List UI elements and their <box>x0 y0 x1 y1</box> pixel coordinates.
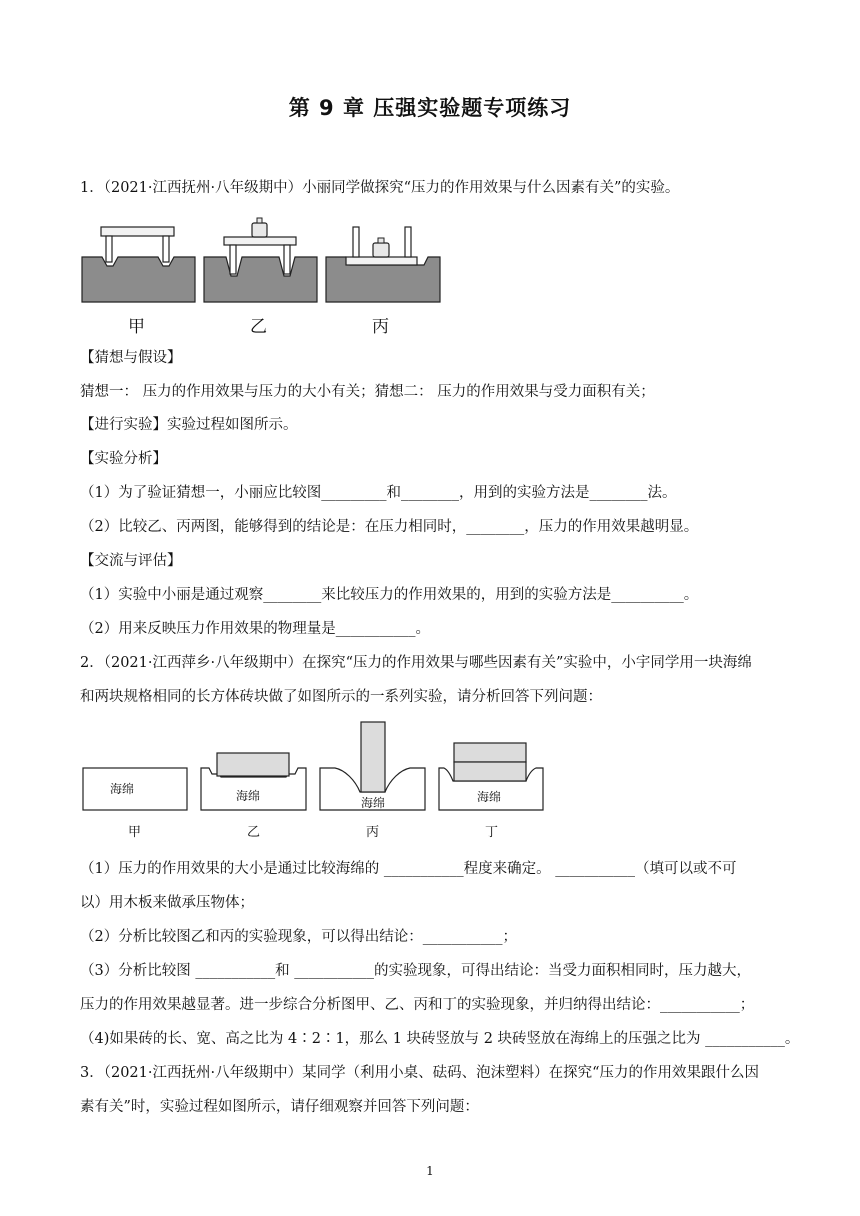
q2-stem-2: 和两块规格相同的长方体砖块做了如图所示的一系列实验，请分析回答下列问题： <box>80 689 602 705</box>
q1-experiment: 【进行实验】实验过程如图所示。 <box>80 417 298 433</box>
q1-label-yi: 乙 <box>250 317 267 337</box>
q2-part-4: （4)如果砖的长、宽、高之比为 4∶2∶1，那么 1 块砖竖放与 2 块砖竖放在海绵上的压强之比为 ___________。 <box>80 1031 800 1047</box>
q2-label-yi: 乙 <box>247 825 261 840</box>
q2-sponge-label-jia: 海绵 <box>110 782 135 796</box>
q2-part-3a: （3）分析比较图 ___________和 ___________的实验现象，可得出结论：当受力面积相同时，压力越大， <box>80 963 751 979</box>
q3-stem-2: 素有关”时，实验过程如图所示，请仔细观察并回答下列问题： <box>80 1099 479 1115</box>
q2-label-bing: 丙 <box>366 825 380 840</box>
q1-analysis-2: （2）比较乙、丙两图，能够得到的结论是：在压力相同时，________，压力的作用效果越明显。 <box>80 519 699 535</box>
q1-eval-1: （1）实验中小丽是通过观察________来比较压力的作用效果的，用到的实验方法是__________。 <box>80 587 699 603</box>
q2-part-3b: 压力的作用效果越显著。进一步综合分析图甲、乙、丙和丁的实验现象，并归纳得出结论：___________； <box>80 997 755 1013</box>
q1-heading-guess: 【猜想与假设】 <box>80 350 182 366</box>
q2-sponge-label-yi: 海绵 <box>236 789 261 803</box>
q1-heading-analysis: 【实验分析】 <box>80 451 167 467</box>
q2-part-2: （2）分析比较图乙和丙的实验现象，可以得出结论：___________； <box>80 929 517 945</box>
page-number: 1 <box>426 1164 434 1178</box>
q2-sponge-label-ding: 海绵 <box>477 790 502 804</box>
q2-stem-1: 2．（2021·江西萍乡·八年级期中）在探究“压力的作用效果与哪些因素有关”实验中，小宇同学用一块海绵 <box>80 655 752 671</box>
q2-sponge-label-bing: 海绵 <box>361 796 386 810</box>
q1-stem: 1．（2021·江西抚州·八年级期中）小丽同学做探究“压力的作用效果与什么因素有关”的实验。 <box>80 180 680 196</box>
q1-heading-eval: 【交流与评估】 <box>80 553 182 569</box>
q1-analysis-1: （1）为了验证猜想一，小丽应比较图_________和________，用到的实验方法是________法。 <box>80 485 677 501</box>
q2-label-ding: 丁 <box>485 825 499 840</box>
q3-stem-1: 3．（2021·江西抚州·八年级期中）某同学（利用小桌、砝码、泡沫塑料）在探究“压力的作用效果跟什么因 <box>80 1065 760 1081</box>
q1-label-jia: 甲 <box>128 317 145 337</box>
q1-eval-2: （2）用来反映压力作用效果的物理量是___________。 <box>80 621 430 637</box>
q2-label-jia: 甲 <box>128 825 142 840</box>
q1-label-bing: 丙 <box>372 317 389 337</box>
q2-part-1b: 以）用木板来做承压物体； <box>80 895 254 911</box>
q2-part-1a: （1）压力的作用效果的大小是通过比较海绵的 ___________程度来确定。 ___________（填可以或不可 <box>80 861 737 877</box>
q1-guess: 猜想一： 压力的作用效果与压力的大小有关；猜想二： 压力的作用效果与受力面积有关； <box>80 384 655 400</box>
page-title: 第 9 章 压强实验题专项练习 <box>288 96 572 120</box>
